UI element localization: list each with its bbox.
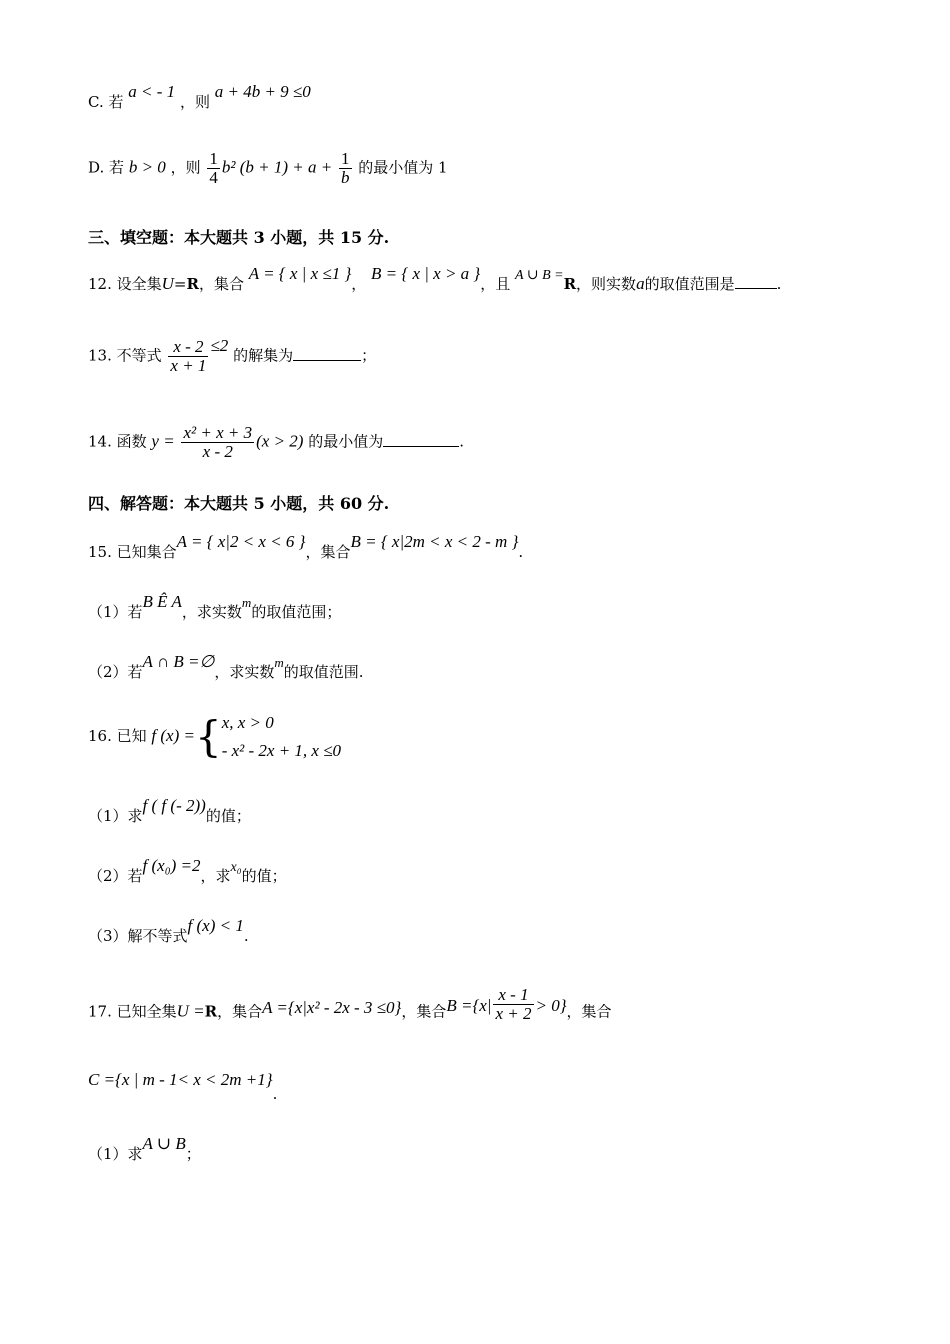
q14-min-text: 的最小值为 xyxy=(308,432,384,451)
option-d-tail: 的最小值为 1 xyxy=(358,158,448,177)
q12-text-set: ，集合 xyxy=(198,275,244,293)
question-13 xyxy=(88,335,377,375)
q16-part3-label: （3）解不等式 xyxy=(88,927,188,945)
section-solution-heading: 四、解答题：本大题共 5 小题，共 60 分. xyxy=(88,494,390,513)
q16-brace: { xyxy=(194,712,222,761)
q16-part1-expr: f ( f (- 2)) xyxy=(142,796,206,815)
q17-set-b-suffix: > 0} xyxy=(535,995,567,1015)
q14-domain: (x > 2) xyxy=(256,431,304,451)
q17-b-denominator: x + 2 xyxy=(495,1004,532,1023)
option-d-condition: b > 0 xyxy=(128,157,166,177)
question-16-part-3 xyxy=(88,916,249,946)
q12-real-set: R xyxy=(186,275,199,293)
option-c-condition: a < - 1 xyxy=(128,82,176,101)
q15-end: . xyxy=(518,543,524,561)
question-17-part-1 xyxy=(88,1134,201,1164)
q15-text-set: ，集合 xyxy=(305,543,351,561)
q15-var-m: m xyxy=(241,595,252,610)
section-fill-blank-heading: 三、填空题：本大题共 3 小题，共 15 分. xyxy=(88,228,390,247)
option-d-label: D. 若 xyxy=(88,158,125,177)
q15-prefix: 15. 已知集合 xyxy=(88,543,177,561)
q12-prefix: 12. 设全集 xyxy=(88,275,162,293)
option-c-label: C. 若 xyxy=(88,93,124,111)
question-12 xyxy=(88,264,782,296)
q12-answer-blank[interactable] xyxy=(735,287,777,289)
q13-solution-text: 的解集为 xyxy=(233,346,294,365)
q15-part2-label: （2）若 xyxy=(88,663,143,681)
q17-universal: U = xyxy=(176,1001,205,1021)
option-d-then: ，则 xyxy=(170,158,201,177)
option-d-expression: b² (b + 1) + a + xyxy=(221,157,333,177)
q15-set-b: B = { x|2m < x < 2 - m } xyxy=(350,532,519,551)
q17-set-a: A ={x|x² - 2x - 3 ≤0} xyxy=(262,997,402,1017)
q12-real-set-2: R xyxy=(563,275,577,293)
option-c-conclusion: a + 4b + 9 ≤0 xyxy=(214,82,311,101)
option-c-then: ，则 xyxy=(179,93,210,111)
q17-set-b-fraction xyxy=(493,986,533,1023)
question-17-set-c xyxy=(88,1070,278,1103)
q14-lhs: y = xyxy=(151,431,175,451)
q17-text-set-b: ，集合 xyxy=(401,1002,447,1021)
q17-prefix: 17. 已知全集 xyxy=(88,1002,177,1021)
q16-case-1: x, x > 0 xyxy=(221,713,274,732)
q14-denominator: x - 2 xyxy=(202,442,233,461)
q16-cases xyxy=(222,709,341,765)
q16-part2-expr: f (x₀) =2 xyxy=(142,856,201,875)
q17-set-c: C ={x | m - 1< x < 2m +1} xyxy=(88,1070,273,1089)
question-16-part-2 xyxy=(88,856,287,888)
option-c xyxy=(88,82,311,112)
q17-real-set: R xyxy=(204,1002,218,1021)
question-15-part-2 xyxy=(88,652,364,683)
q15-part1-tail: 的取值范围； xyxy=(251,603,342,621)
q16-part1-label: （1）求 xyxy=(88,807,143,825)
q17-set-b-prefix: B ={x| xyxy=(446,995,492,1015)
q16-prefix: 16. 已知 xyxy=(88,727,147,745)
q17-text-set: ，集合 xyxy=(217,1002,263,1021)
q17-text-set-c: ，集合 xyxy=(566,1002,612,1021)
q13-end: ； xyxy=(361,346,377,365)
q15-set-a: A = { x|2 < x < 6 } xyxy=(176,532,306,551)
q16-part1-tail: 的值； xyxy=(205,807,251,825)
q14-numerator: x² + x + 3 xyxy=(183,423,253,442)
q16-part2-mid: ，求 xyxy=(200,867,231,885)
q17-part1-label: （1）求 xyxy=(88,1145,143,1163)
q13-answer-blank[interactable] xyxy=(293,359,361,361)
q12-union: A ∪ B = xyxy=(515,268,564,283)
question-15 xyxy=(88,532,524,562)
q13-relation: ≤2 xyxy=(210,335,229,355)
option-d xyxy=(88,150,448,187)
question-17 xyxy=(88,985,612,1031)
question-15-part-1 xyxy=(88,592,342,623)
q14-fraction xyxy=(181,424,254,461)
q17-part1-tail: ； xyxy=(185,1145,201,1163)
q12-then: ，则实数 xyxy=(576,275,637,293)
q16-part2-tail: 的值； xyxy=(241,867,287,885)
q15-part2-tail: 的取值范围. xyxy=(283,663,364,681)
q17-set-c-end: . xyxy=(272,1085,278,1103)
q16-function: f (x) = xyxy=(151,726,195,745)
q15-part1-label: （1）若 xyxy=(88,603,143,621)
q12-equals: = xyxy=(173,275,187,293)
q13-numerator: x - 2 xyxy=(168,338,208,357)
q17-b-numerator: x - 1 xyxy=(493,986,533,1005)
question-14 xyxy=(88,424,464,461)
q15-part2-text: ，求实数 xyxy=(214,663,275,681)
q12-set-b: B = { x | x > a } xyxy=(371,264,481,283)
q12-var-a: a xyxy=(636,274,645,293)
q14-end: . xyxy=(459,432,465,451)
fraction-one-quarter: $\frac{1}{4}$ xyxy=(209,149,218,187)
q14-answer-blank[interactable] xyxy=(383,445,459,447)
q16-part2-var: x₀ xyxy=(230,860,242,875)
q16-part2-label: （2）若 xyxy=(88,867,143,885)
q16-part3-expr: f (x) < 1 xyxy=(187,916,244,935)
q13-fraction xyxy=(168,338,208,375)
q12-set-a: A = { x | x ≤1 } xyxy=(248,264,352,283)
q15-var-m-2: m xyxy=(274,655,284,670)
q12-end: . xyxy=(776,275,782,293)
q13-denominator: x + 1 xyxy=(170,356,207,375)
q12-and: ，且 xyxy=(480,275,511,293)
q15-part1-relation: B Ê A xyxy=(142,592,182,611)
q16-case-2: - x² - 2x + 1, x ≤0 xyxy=(221,741,342,760)
fraction-one-over-b: $\frac{1}{b}$ xyxy=(341,149,350,187)
q13-prefix: 13. 不等式 xyxy=(88,346,162,365)
q12-separator: ， xyxy=(351,275,367,293)
q15-part2-relation: A ∩ B =∅ xyxy=(142,652,215,671)
question-16 xyxy=(88,706,341,766)
q16-part3-tail: . xyxy=(243,927,249,945)
question-16-part-1 xyxy=(88,796,251,826)
q15-part1-text: ，求实数 xyxy=(181,603,242,621)
q12-range-text: 的取值范围是 xyxy=(644,275,735,293)
q12-universal-set: U xyxy=(161,274,174,293)
q17-part1-expr: A ∪ B xyxy=(142,1134,186,1153)
q14-prefix: 14. 函数 xyxy=(88,432,147,451)
